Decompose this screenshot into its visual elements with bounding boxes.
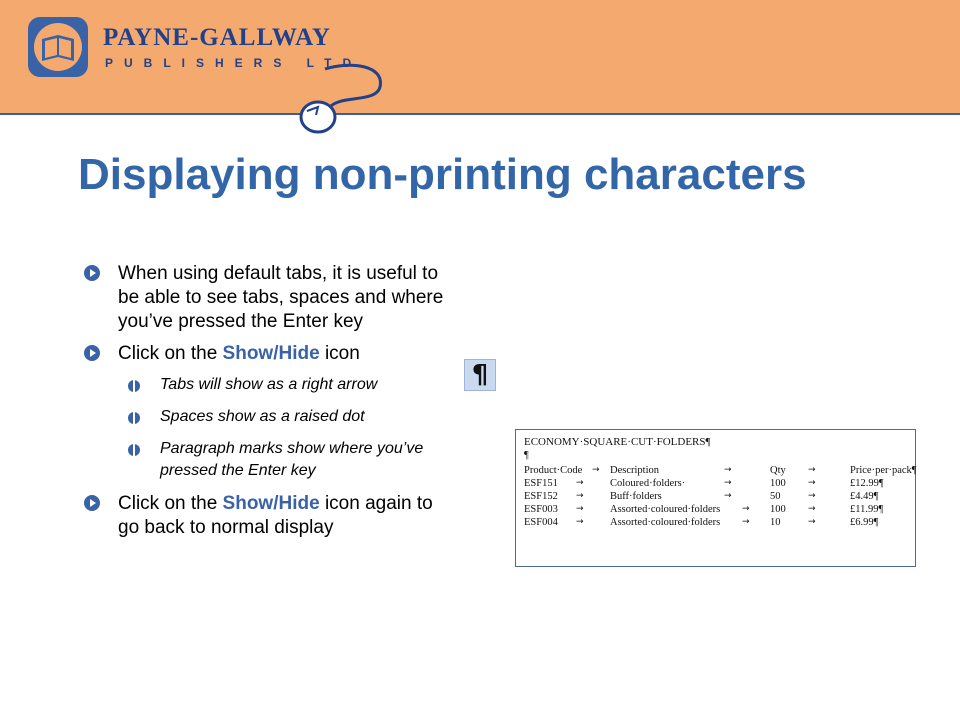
book-logo-icon	[28, 17, 88, 77]
doc-cell: Assorted·coloured·folders	[610, 517, 721, 528]
doc-row	[524, 491, 907, 504]
doc-cell: £11.99¶	[850, 504, 884, 515]
doc-cell: Assorted·coloured·folders	[610, 504, 721, 515]
doc-cell: 10	[770, 517, 781, 528]
list-item	[84, 342, 444, 366]
doc-heading: ECONOMY·SQUARE·CUT·FOLDERS¶	[524, 436, 711, 448]
bullet-text: Click on the	[118, 343, 223, 364]
list-item	[84, 262, 444, 334]
document-example	[515, 429, 916, 567]
doc-cell: 100	[770, 504, 786, 515]
tab-arrow-icon: →	[724, 478, 732, 488]
tab-arrow-icon: →	[724, 491, 732, 501]
page-title: Displaying non-printing characters	[78, 150, 807, 199]
doc-row	[524, 478, 907, 491]
tab-arrow-icon: →	[724, 465, 732, 475]
doc-cell: 50	[770, 491, 781, 502]
tab-arrow-icon: →	[808, 504, 816, 514]
tab-arrow-icon: →	[808, 517, 816, 527]
doc-cell: ESF151	[524, 478, 558, 489]
doc-cell: Coloured·folders·	[610, 478, 686, 489]
doc-cell: £4.49¶	[850, 491, 879, 502]
bullet-text: When using default tabs, it is useful to be able to see tabs, spaces and where you’ve pressed the Enter key	[118, 263, 444, 332]
bullet-arrow-icon	[84, 265, 100, 281]
doc-cell: Product·Code	[524, 465, 583, 476]
sub-bullet-text: Spaces show as a raised dot	[160, 408, 365, 425]
doc-cell: Qty	[770, 465, 786, 476]
doc-header-row	[524, 465, 917, 478]
list-item	[84, 492, 444, 540]
sub-bullet-text: Paragraph marks show where you’ve pressed the Enter key	[160, 440, 424, 479]
doc-cell: 100	[770, 478, 786, 489]
bullet-arrow-icon	[84, 495, 100, 511]
sub-bullet-icon	[128, 444, 140, 456]
show-hide-icon[interactable]: ¶	[464, 359, 496, 391]
tab-arrow-icon: →	[808, 491, 816, 501]
doc-cell: Buff·folders	[610, 491, 662, 502]
sub-bullet-icon	[128, 380, 140, 392]
tab-arrow-icon: →	[808, 465, 816, 475]
header-band	[0, 0, 960, 115]
tab-arrow-icon: →	[742, 517, 750, 527]
sub-list-item	[84, 374, 444, 396]
tab-arrow-icon: →	[576, 517, 584, 527]
computer-mouse-icon	[280, 55, 390, 140]
show-hide-label: Show/Hide	[222, 343, 320, 364]
sub-bullet-text: Tabs will show as a right arrow	[160, 376, 378, 393]
doc-cell: ESF003	[524, 504, 558, 515]
sub-list-item	[84, 406, 444, 428]
bullet-text: icon again to go back to normal display	[118, 493, 433, 538]
show-hide-label: Show/Hide	[222, 493, 320, 514]
tab-arrow-icon: →	[742, 504, 750, 514]
bullet-list	[84, 262, 444, 548]
sub-bullet-icon	[128, 412, 140, 424]
tab-arrow-icon: →	[576, 504, 584, 514]
bullet-text: Click on the	[118, 493, 223, 514]
sub-list-item	[84, 438, 444, 482]
doc-cell: Description	[610, 465, 659, 476]
doc-cell: ESF152	[524, 491, 558, 502]
tab-arrow-icon: →	[592, 465, 600, 475]
bullet-text: icon	[319, 343, 360, 364]
doc-row	[524, 504, 907, 517]
tab-arrow-icon: →	[808, 478, 816, 488]
doc-cell: £12.99¶	[850, 478, 884, 489]
doc-blank-line: ¶	[524, 450, 529, 461]
doc-row	[524, 517, 907, 530]
brand-subtitle: PUBLISHERS LTD	[105, 56, 363, 70]
bullet-arrow-icon	[84, 345, 100, 361]
tab-arrow-icon: →	[576, 491, 584, 501]
tab-arrow-icon: →	[576, 478, 584, 488]
brand-name: PAYNE-GALLWAY	[103, 24, 331, 51]
doc-cell: ESF004	[524, 517, 558, 528]
doc-cell: £6.99¶	[850, 517, 879, 528]
doc-cell: Price·per·pack¶	[850, 465, 917, 476]
